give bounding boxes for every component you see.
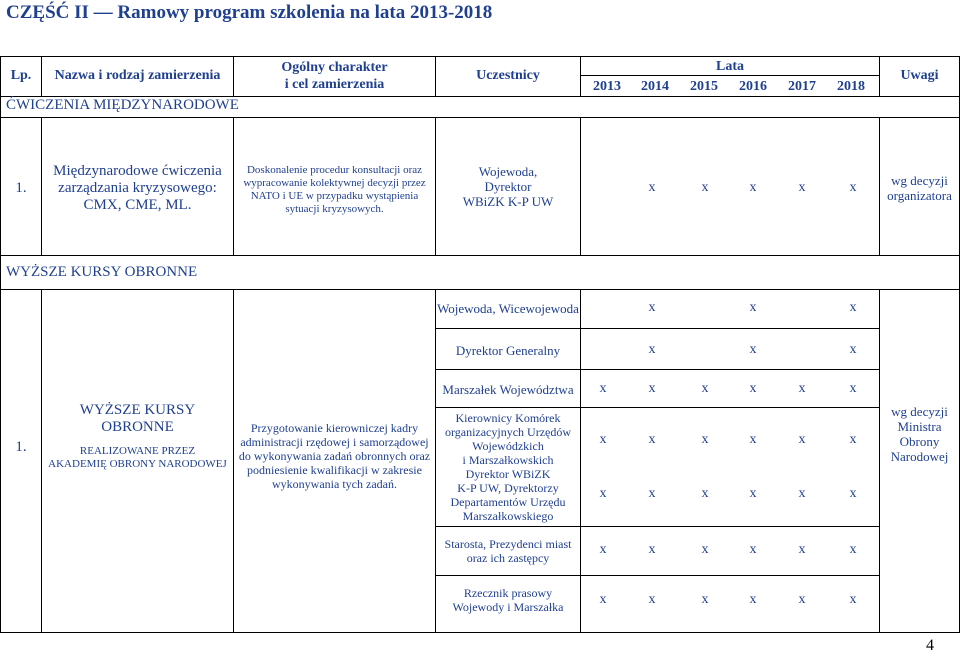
header-nazwa: Nazwa i rodzaj zamierzenia — [54, 68, 221, 83]
section1-nazwa — [42, 163, 233, 214]
mark: x — [849, 300, 857, 315]
year-2016: 2016 — [739, 79, 767, 94]
row-divider-1 — [435, 328, 879, 329]
mark: x — [798, 486, 806, 501]
mark: x — [749, 542, 757, 557]
section1-nazwa-line: CMX, CME, ML. — [83, 197, 192, 213]
section2-charakter-line: wykonywania tych zadań. — [272, 477, 397, 491]
section1-uwagi — [880, 173, 959, 203]
mark: x — [599, 381, 607, 396]
section2-charakter-line: Przygotowanie kierowniczej kadry — [250, 421, 419, 435]
marks-row-rzecznik — [581, 592, 879, 609]
section1-charakter — [234, 164, 435, 216]
header-ogolny-line1: Ogólny charakter — [281, 60, 388, 75]
participant-line: i Marszałkowskich — [462, 453, 554, 467]
marks-row-wojewoda — [581, 300, 879, 317]
section2-charakter-line: administracji rzędowej i samorządowej — [240, 435, 429, 449]
section2-charakter — [234, 421, 435, 491]
mark: x — [849, 592, 857, 607]
mark: x — [849, 381, 857, 396]
mark: x — [599, 542, 607, 557]
years-divider — [580, 75, 879, 76]
mark: x — [849, 432, 857, 447]
mark: x — [798, 542, 806, 557]
participant-dyrektor-generalny: Dyrektor Generalny — [455, 343, 561, 358]
section2-nazwa — [42, 402, 233, 471]
mark: x — [749, 486, 757, 501]
row-divider-4 — [435, 526, 879, 527]
marks-row-marszalek — [581, 381, 879, 398]
section1-lp: 1. — [15, 180, 27, 196]
participant-line: Starosta, Prezydenci miast — [444, 537, 572, 551]
participant-line: Wojewódzkich — [472, 439, 544, 453]
row-divider-5 — [435, 575, 879, 576]
section1-uwagi-line: wg decyzji — [891, 173, 948, 188]
mark: x — [648, 381, 656, 396]
mark-2017: x — [798, 180, 806, 195]
participant-kierownicy — [436, 411, 580, 523]
marks-row-kierownicy-2 — [581, 486, 879, 503]
mark: x — [749, 592, 757, 607]
header-ogolny-charakter — [234, 59, 435, 93]
mark: x — [648, 300, 656, 315]
section1-charakter-line: Doskonalenie procedur konsultacji oraz — [246, 164, 423, 176]
section2-title: WYŻSZE KURSY OBRONNE — [6, 264, 198, 280]
section2-charakter-line: podniesienie kwalifikacji w zakresie — [247, 463, 422, 477]
mark: x — [701, 542, 709, 557]
year-2014: 2014 — [641, 79, 669, 94]
participant-line: K-P UW, Dyrektorzy — [457, 481, 559, 495]
mark: x — [648, 486, 656, 501]
mark: x — [749, 432, 757, 447]
section1-bottom-border — [0, 255, 960, 256]
mark: x — [599, 486, 607, 501]
year-2013: 2013 — [593, 79, 621, 94]
participant-marszalek: Marszałek Województwa — [442, 382, 574, 397]
mark-2016: x — [749, 180, 757, 195]
mark-2018: x — [849, 180, 857, 195]
mark: x — [648, 542, 656, 557]
page-number: 4 — [926, 637, 934, 654]
year-2017: 2017 — [788, 79, 816, 94]
mark: x — [648, 592, 656, 607]
section1-nazwa-line: zarządzania kryzysowego: — [58, 180, 217, 196]
mark-2015: x — [701, 180, 709, 195]
section1-uczestnicy-line: WBiZK K-P UW — [462, 194, 554, 209]
mark: x — [701, 486, 709, 501]
section2-uwagi-line: wg decyzji — [891, 404, 948, 419]
header-uwagi: Uwagi — [900, 68, 939, 83]
section2-uwagi-line: Ministra — [897, 419, 942, 434]
mark: x — [749, 342, 757, 357]
mark: x — [599, 432, 607, 447]
section1-uczestnicy-line: Wojewoda, — [478, 164, 538, 179]
marks-row-dyrektor — [581, 342, 879, 359]
mark: x — [849, 542, 857, 557]
section2-uwagi-line: Obrony — [899, 434, 940, 449]
section1-title-border — [0, 117, 960, 118]
section1-charakter-line: wypracowanie kolektywnej decyzji przez — [243, 177, 426, 189]
mark: x — [749, 300, 757, 315]
mark: x — [648, 432, 656, 447]
section2-nazwa-line: AKADEMIĘ OBRONY NARODOWEJ — [48, 458, 227, 470]
mark: x — [798, 432, 806, 447]
header-years — [581, 78, 879, 95]
header-ogolny-line2: i cel zamierzenia — [284, 77, 385, 92]
mark: x — [849, 486, 857, 501]
section2-uwagi-line: Narodowej — [890, 449, 949, 464]
year-2015: 2015 — [690, 79, 718, 94]
section2-uwagi — [880, 404, 959, 464]
page-title: CZĘŚĆ II — Ramowy program szkolenia na lata 2013-2018 — [6, 2, 493, 23]
header-lp: Lp. — [10, 68, 32, 83]
participant-line: Rzecznik prasowy — [463, 586, 553, 600]
row-divider-3 — [435, 407, 879, 408]
section1-charakter-line: sytuacji kryzysowych. — [285, 203, 384, 215]
table-top-border — [0, 56, 960, 57]
participant-wojewoda: Wojewoda, Wicewojewoda — [437, 301, 579, 316]
participant-line: Kierownicy Komórek — [455, 411, 561, 425]
marks-row-kierownicy-1 — [581, 432, 879, 449]
mark: x — [798, 592, 806, 607]
participant-line: oraz ich zastępcy — [466, 551, 550, 565]
mark: x — [701, 432, 709, 447]
section2-nazwa-line: REALIZOWANE PRZEZ — [79, 445, 196, 457]
mark-2014: x — [648, 180, 656, 195]
mark: x — [701, 381, 709, 396]
participant-line: Wojewody i Marszałka — [452, 600, 564, 614]
section1-charakter-line: NATO i UE w przypadku wystąpienia — [250, 190, 419, 202]
col-divider-uczestnicy-s2 — [580, 289, 581, 632]
year-2018: 2018 — [837, 79, 865, 94]
section2-lp: 1. — [15, 439, 27, 455]
marks-row-starosta — [581, 542, 879, 559]
mark: x — [798, 381, 806, 396]
section1-uwagi-line: organizatora — [887, 188, 952, 203]
section1-uczestnicy-line: Dyrektor — [484, 179, 532, 194]
section1-nazwa-line: Międzynarodowe ćwiczenia — [53, 163, 222, 179]
participant-starosta — [436, 537, 580, 565]
mark: x — [648, 342, 656, 357]
row-divider-2 — [435, 369, 879, 370]
mark: x — [849, 342, 857, 357]
mark: x — [599, 592, 607, 607]
section2-nazwa-line: OBRONNE — [101, 419, 174, 435]
mark: x — [701, 592, 709, 607]
table-bottom-border — [0, 632, 960, 633]
section2-charakter-line: do wykonywania zadań obronnych oraz — [238, 449, 431, 463]
mark: x — [749, 381, 757, 396]
section1-title: ĆWICZENIA MIĘDZYNARODOWE — [6, 97, 239, 113]
header-lata: Lata — [716, 59, 744, 74]
participant-line: Departamentów Urzędu — [450, 495, 566, 509]
header-uczestnicy: Uczestnicy — [476, 68, 540, 83]
section2-nazwa-line: WYŻSZE KURSY — [79, 402, 196, 418]
section2-title-border — [0, 289, 960, 290]
participant-line: Marszałkowskiego — [462, 509, 554, 523]
participant-rzecznik — [436, 586, 580, 614]
participant-line: organizacyjnych Urzędów — [444, 425, 572, 439]
left-border-header — [0, 56, 1, 117]
section1-uczestnicy — [436, 164, 580, 209]
section1-marks — [581, 180, 879, 197]
participant-line: Dyrektor WBiZK — [465, 467, 551, 481]
